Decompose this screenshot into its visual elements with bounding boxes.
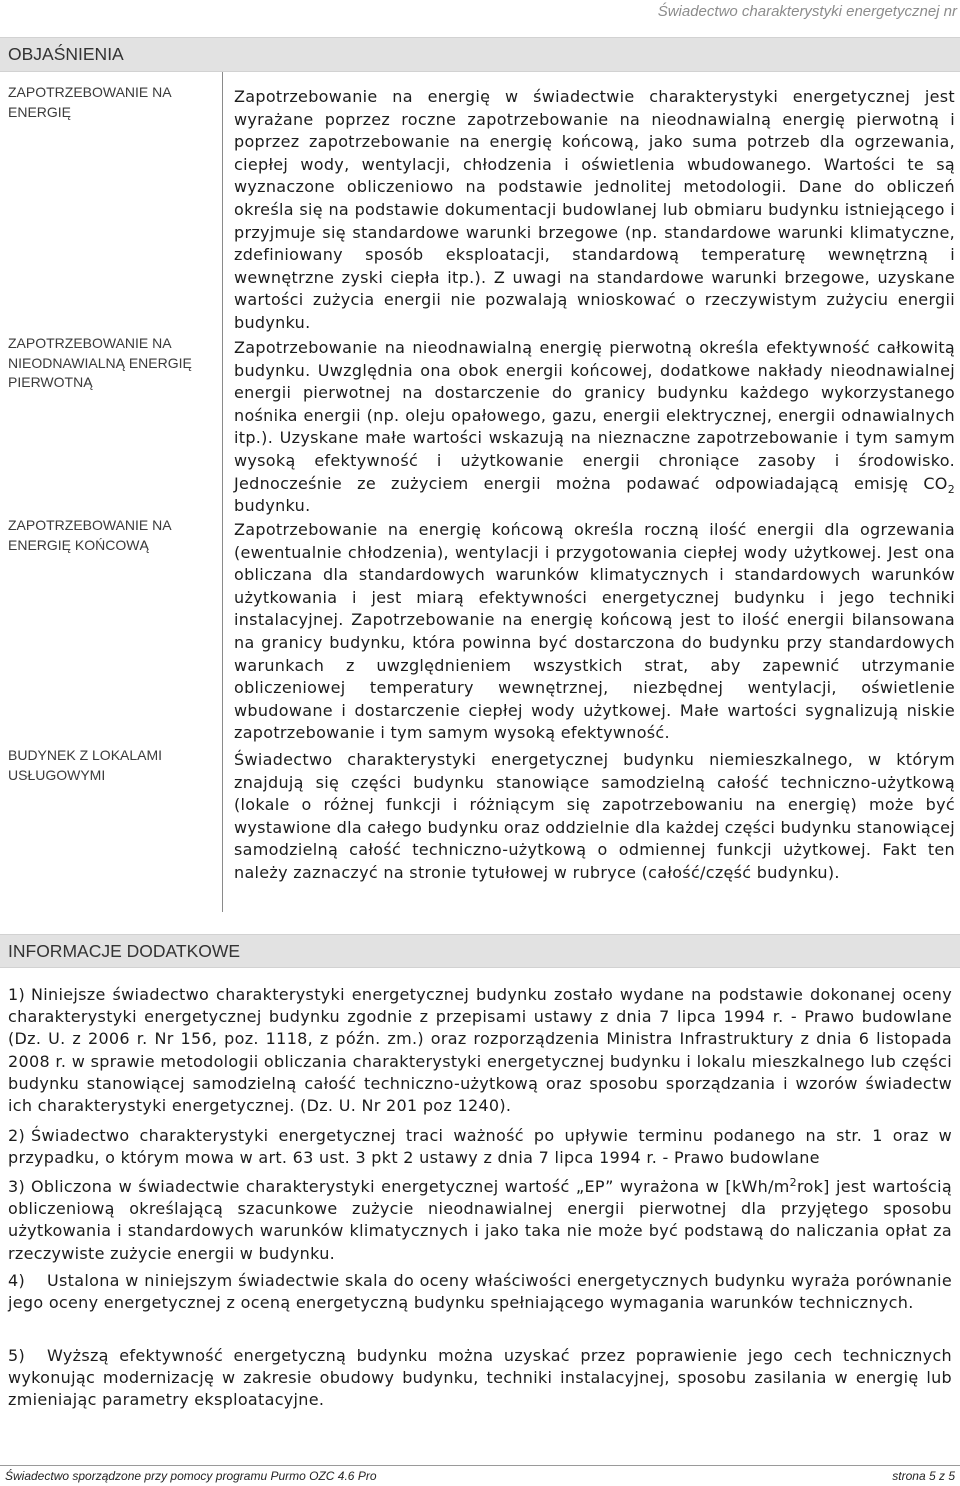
explanation-label-line: ENERGIĘ bbox=[8, 103, 72, 120]
note-number: 2) bbox=[8, 1126, 26, 1145]
section-title-explanations: OBJAŚNIENIA bbox=[0, 37, 960, 72]
note-text-end: rok] jest wartością obliczeniową określającą szacunkowe zużycie nieodnawialnej energii pierwotnej dla przyjętego sposobu użytkowania i standardowych warunków klimatycznych i jako taka nie może być podstawą do naliczania opłat za rzeczywiste zużycie energii w budynku. bbox=[8, 1177, 952, 1263]
note-number: 3) bbox=[8, 1177, 26, 1196]
note-number: 1) bbox=[8, 985, 26, 1004]
explanation-label bbox=[0, 334, 222, 393]
explanation-text: Zapotrzebowanie na energię w świadectwie charakterystyki energetycznej jest wyrażane poprzez roczne zapotrzebowanie na nieodnawialną energię pierwotną i poprzez zapotrzebowanie na energię końcową, jako suma potrzeb dla ogrzewania, ciepłej wody, wentylacji, chłodzenia i oświetlenia wbudowanego. Wartości te są wyznaczone obliczeniowo na podstawie jednolitej metodologii. Dane do obliczeń określa się na podstawie dokumentacji budowlanej lub obmiaru budynku istniejącego i przyjmuje się standardowe warunki brzegowe (np. standardowe warunki klimatyczne, zdefiniowany sposób eksploatacji, standardową temperaturę wewnętrzną i wewnętrzne zyski ciepła itp.). Z uwagi na standardowe warunki brzegowe, uzyskane wartości zużycia energii nie pozwalają wnioskować o rzeczywistym zużyciu energii budynku. bbox=[234, 87, 955, 332]
unit-superscript: 2 bbox=[789, 1176, 797, 1189]
note-item bbox=[8, 1270, 952, 1345]
certificate-header-title: Świadectwo charakterystyki energetycznej nr bbox=[657, 3, 957, 20]
explanation-label-line: ZAPOTRZEBOWANIE NA bbox=[8, 335, 172, 351]
note-text: Świadectwo charakterystyki energetycznej traci ważność po upływie terminu podanego na str. 1 oraz w przypadku, o którym mowa w art. 63 ust. 3 pkt 2 ustawy z dnia 7 lipca 1994 r. - Prawo budowlane bbox=[8, 1126, 952, 1168]
note-number: 4) bbox=[8, 1271, 26, 1290]
note-text: Wyższą efektywność energetyczną budynku można uzyskać przez poprawienie jego cech technicznych wykonując modernizację w zakresie obudowy budynku, techniki instalacyjnej, sposobu zasilania w energię lub zmieniając parametry eksploatacyjne. bbox=[8, 1346, 952, 1410]
explanation-label bbox=[0, 516, 222, 555]
note-text: Obliczona w świadectwie charakterystyki energetycznej wartość „EP” wyrażona w [kWh/m bbox=[31, 1177, 790, 1196]
explanation-label bbox=[0, 83, 222, 122]
footer-software-credit: Świadectwo sporządzone przy pomocy programu Purmo OZC 4.6 Pro bbox=[5, 1469, 377, 1483]
footer-page-number: strona 5 z 5 bbox=[892, 1469, 955, 1483]
explanation-label-line: BUDYNEK Z LOKALAMI bbox=[8, 747, 163, 763]
explanation-text: Zapotrzebowanie na energię końcową określa roczną ilość energii dla ogrzewania (ewentualnie chłodzenia), wentylacji i przygotowania ciepłej wody użytkowej. Jest ona obliczana dla standardowych warunków klimatycznych i standardowych warunków użytkowania i jest miarą efektywności energetycznej budynku i jego techniki instalacyjnej. Zapotrzebowanie na energię końcową jest to ilość energii bilansowana na granicy budynku, która powinna być dostarczona do budynku przy standardowych warunkach z uwzględnieniem wszystkich strat, aby zapewnić utrzymanie obliczeniowej temperatury wewnętrznej, niezbędnej wentylacji, oświetlenie wbudowane i dostarczenie ciepłej wody użytkowej. Małe wartości sygnalizują niskie zapotrzebowanie i tym samym wysoką efektywność. bbox=[234, 520, 955, 743]
explanation-row-service-units bbox=[0, 749, 960, 912]
explanation-row-final-energy bbox=[0, 519, 960, 749]
page-header bbox=[0, 0, 960, 37]
explanation-text-main: Zapotrzebowanie na nieodnawialną energię pierwotną określa efektywność całkowitą budynku. Uwzględnia ona obok energii końcowej, dodatkowe nakłady nieodnawialnej energii pierwotnej na dostarczenie do granicy budynku każdego wykorzystanego nośnika energii (np. oleju opałowego, gazu, energii elektrycznej, energii odnawialnych itp.). Uzyskane małe wartości wskazują na nieznaczne zapotrzebowanie i tym samym wysoką efektywność i użytkowanie energii chroniące zasoby i środowisko. Jednocześnie ze zużyciem energii można podawać odpowiadającą emisję CO bbox=[234, 338, 955, 493]
explanation-row-energy-demand bbox=[0, 86, 960, 337]
explanation-label-line: ENERGIĘ KOŃCOWĄ bbox=[8, 536, 149, 553]
explanation-text: Świadectwo charakterystyki energetycznej budynku niemieszkalnego, w którym znajdują się części budynku stanowiące samodzielną całość techniczno-użytkową (lokale o różnej funkcji i różniącym się zapotrzebowaniu na energię) może być wystawione dla całego budynku oraz oddzielnie dla każdej części budynku stanowiącej samodzielną całość techniczno-użytkową o odmiennej funkcji użytkowej. Fakt ten należy zaznaczyć na stronie tytułowej w rubryce (całość/część budynku). bbox=[234, 750, 955, 882]
note-item bbox=[8, 1345, 952, 1412]
section-title-additional-info: INFORMACJE DODATKOWE bbox=[0, 934, 960, 968]
note-item bbox=[8, 1125, 952, 1176]
explanation-label bbox=[0, 746, 222, 785]
notes-list bbox=[0, 968, 960, 1412]
explanation-label-line: NIEODNAWIALNĄ ENERGIĘ bbox=[8, 354, 192, 371]
explanation-text-end: budynku. bbox=[234, 496, 311, 516]
note-number: 5) bbox=[8, 1346, 26, 1365]
note-text: Ustalona w niniejszym świadectwie skala do oceny właściwości energetycznych budynku wyraża porównanie jego oceny energetycznej z oceną energetyczną budynku spełniającego wymagania warunków technicznych. bbox=[8, 1271, 952, 1313]
explanation-label-line: ZAPOTRZEBOWANIE NA bbox=[8, 84, 172, 100]
co2-subscript: 2 bbox=[947, 482, 955, 496]
note-text: Niniejsze świadectwo charakterystyki energetycznej budynku zostało wydane na podstawie dokonanej oceny charakterystyki energetycznej budynku zgodnie z przepisami ustawy z dnia 7 lipca 1994 r. - Prawo budowlane (Dz. U. z 2006 r. Nr 156, poz. 1118, z późn. zm.) oraz rozporządzenia Ministra Infrastruktury z dnia 6 listopada 2008 r. w sprawie metodologii obliczania charakterystyki energetycznej budynku i lokalu mieszkalnego lub części budynku stanowiącej samodzielną całość techniczno-użytkową oraz sposobu sporządzania i wzorów świadectw ich charakterystyki energetycznej. (Dz. U. Nr 201 poz 1240). bbox=[8, 985, 952, 1116]
note-item bbox=[8, 1176, 952, 1270]
explanation-label-line: USŁUGOWYMI bbox=[8, 766, 106, 783]
explanation-row-primary-energy bbox=[0, 337, 960, 519]
explanations-table bbox=[0, 72, 960, 912]
page-footer bbox=[0, 1465, 960, 1486]
explanation-label-line: ZAPOTRZEBOWANIE NA bbox=[8, 517, 172, 533]
column-divider bbox=[222, 72, 223, 912]
explanation-text bbox=[222, 337, 960, 518]
explanation-label-line: PIERWOTNĄ bbox=[8, 374, 93, 390]
note-item bbox=[8, 984, 952, 1125]
